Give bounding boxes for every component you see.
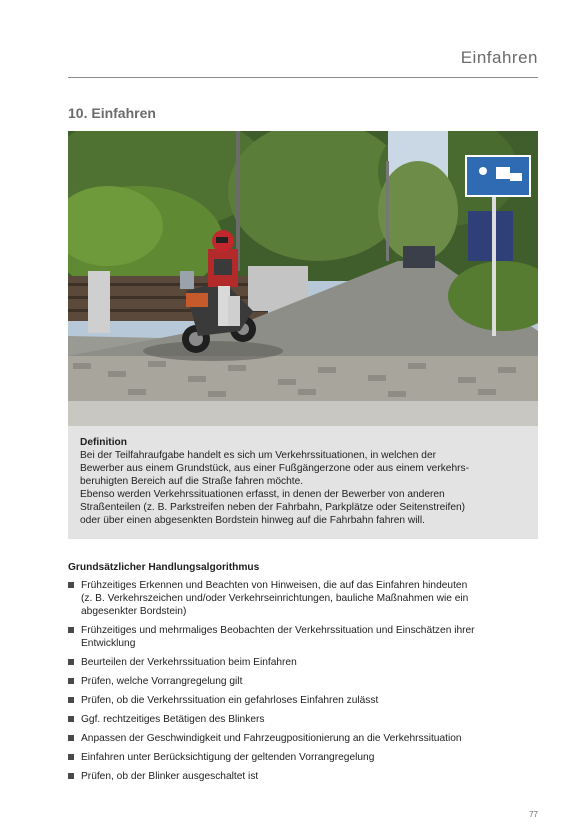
square-bullet-icon (68, 582, 74, 588)
running-header-title: Einfahren (460, 48, 538, 67)
definition-line: Ebenso werden Verkehrssituationen erfasst, in denen der Bewerber von anderen (80, 489, 445, 500)
list-item: Beurteilen der Verkehrssituation beim Einfahren (68, 656, 542, 669)
list-item: Prüfen, ob die Verkehrssituation ein gefahrloses Einfahren zulässt (68, 694, 542, 707)
square-bullet-icon (68, 773, 74, 779)
algorithm-heading: Grundsätzlicher Handlungsalgorithmus (68, 562, 260, 573)
square-bullet-icon (68, 659, 74, 665)
definition-line: Bewerber aus einem Grundstück, aus einer Fußgängerzone oder aus einem verkehrs- (80, 463, 470, 474)
algorithm-list (68, 579, 542, 789)
list-item: Ggf. rechtzeitiges Betätigen des Blinkers (68, 713, 542, 726)
list-item: Frühzeitiges Erkennen und Beachten von Hinweisen, die auf das Einfahren hindeuten (z. B. Verkehrszeichen und/oder Verkehrseinrichtungen, bauliche Maßnahmen wie ein abgesenkter Bordstein) (68, 579, 542, 618)
list-item: Prüfen, ob der Blinker ausgeschaltet ist (68, 770, 542, 783)
square-bullet-icon (68, 697, 74, 703)
square-bullet-icon (68, 678, 74, 684)
square-bullet-icon (68, 627, 74, 633)
definition-heading: Definition (80, 437, 127, 448)
list-item: Einfahren unter Berücksichtigung der geltenden Vorrangregelung (68, 751, 542, 764)
section-title: 10. Einfahren (68, 105, 156, 121)
definition-line: Straßenteilen (z. B. Parkstreifen neben der Fahrbahn, Parkplätze oder Seitenstreifen) (80, 502, 466, 513)
definition-line: beruhigten Bereich auf die Straße fahren möchte. (80, 476, 304, 487)
square-bullet-icon (68, 716, 74, 722)
list-item: Frühzeitiges und mehrmaliges Beobachten der Verkehrssituation und Einschätzen ihrer Entwicklung (68, 624, 542, 650)
square-bullet-icon (68, 735, 74, 741)
list-item: Prüfen, welche Vorrangregelung gilt (68, 675, 542, 688)
page-number: 77 (529, 810, 538, 819)
square-bullet-icon (68, 754, 74, 760)
header-divider (68, 77, 538, 78)
list-item: Anpassen der Geschwindigkeit und Fahrzeugpositionierung an die Verkehrssituation (68, 732, 542, 745)
definition-text (80, 449, 526, 527)
definition-line: oder über einen abgesenkten Bordstein hinweg auf die Fahrbahn fahren will. (80, 515, 425, 526)
motorcycle-scene-photo (68, 131, 538, 426)
definition-line: Bei der Teilfahraufgabe handelt es sich um Verkehrssituationen, in welchen der (80, 450, 437, 461)
definition-box (68, 426, 538, 539)
